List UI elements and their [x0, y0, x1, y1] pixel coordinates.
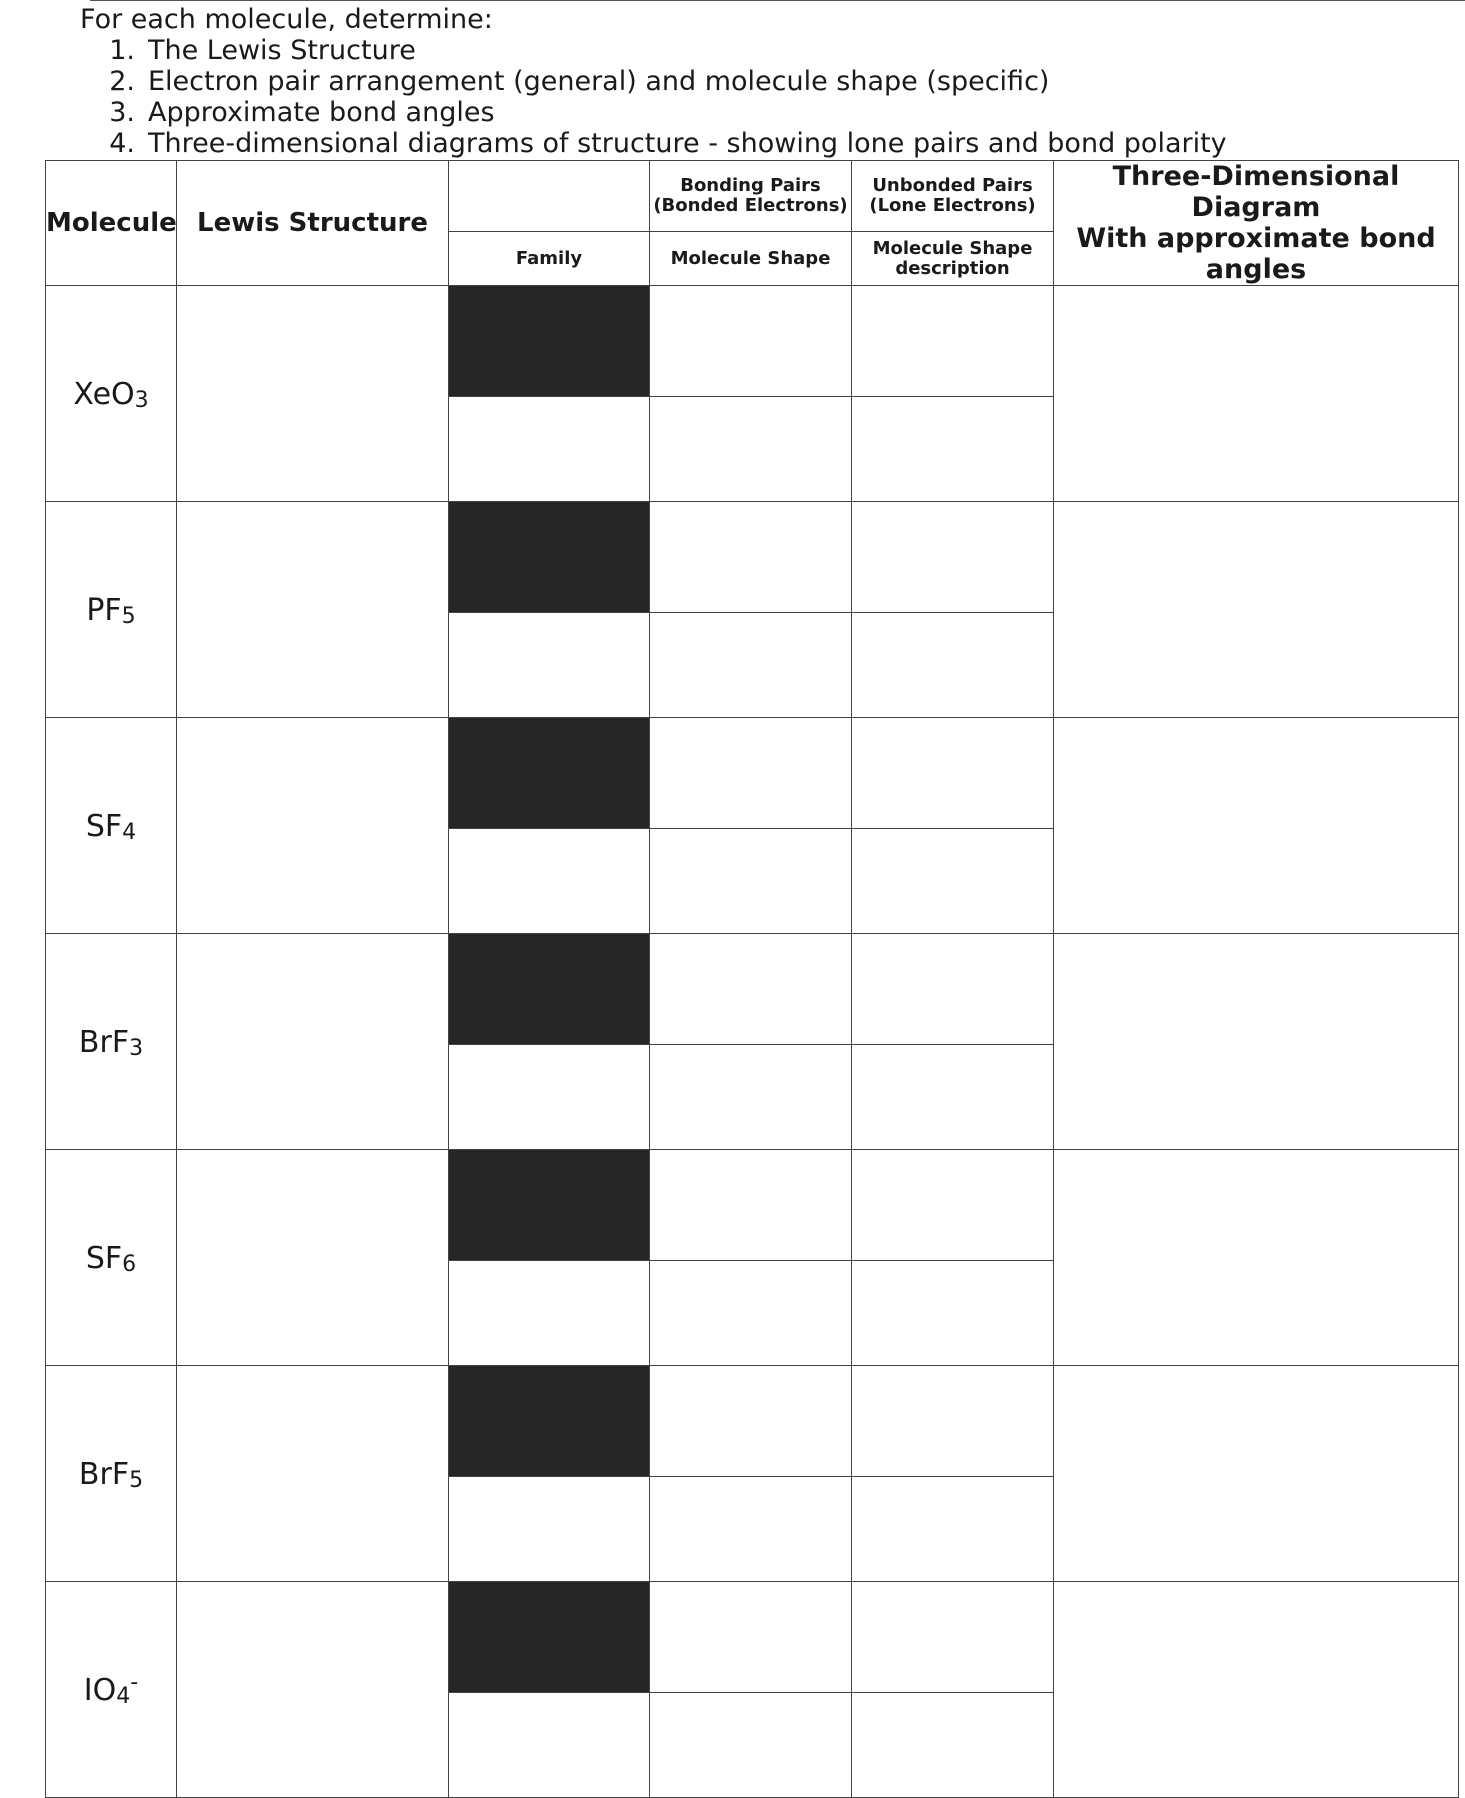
- table-row: [46, 718, 1459, 829]
- top-divider: [90, 0, 1465, 1]
- table-row: [46, 1582, 1459, 1693]
- molecule-rows: [46, 286, 1459, 1798]
- unbonded-pairs-cell[interactable]: [852, 718, 1054, 829]
- molecule-shape-cell[interactable]: [650, 613, 852, 718]
- blacked-out-cell: [449, 718, 650, 829]
- header-family: Family: [449, 232, 650, 286]
- header-blank: [449, 161, 650, 232]
- family-cell[interactable]: [449, 1045, 650, 1150]
- blacked-out-cell: [449, 1150, 650, 1261]
- molecule-cell: XeO$_3$: [46, 286, 177, 502]
- instruction-step: 1. The Lewis Structure: [109, 35, 416, 66]
- three-d-diagram-cell[interactable]: [1054, 502, 1459, 718]
- lewis-structure-cell[interactable]: [177, 286, 449, 502]
- lewis-structure-cell[interactable]: [177, 934, 449, 1150]
- shape-description-cell[interactable]: [852, 1477, 1054, 1582]
- unbonded-pairs-cell[interactable]: [852, 286, 1054, 397]
- molecule-cell: $SF_6$: [46, 1150, 177, 1366]
- family-cell[interactable]: [449, 613, 650, 718]
- table-row: [46, 502, 1459, 613]
- instruction-step: 4. Three-dimensional diagrams of structure - showing lone pairs and bond polarity: [109, 128, 1227, 159]
- header-molecule-shape: Molecule Shape: [650, 232, 852, 286]
- molecule-shape-cell[interactable]: [650, 1477, 852, 1582]
- table-row: [46, 286, 1459, 397]
- molecule-cell: $IO_4^-$: [46, 1582, 177, 1798]
- family-cell[interactable]: [449, 1693, 650, 1798]
- bonding-pairs-cell[interactable]: [650, 718, 852, 829]
- lewis-structure-cell[interactable]: [177, 1366, 449, 1582]
- unbonded-pairs-cell[interactable]: [852, 934, 1054, 1045]
- lewis-structure-cell[interactable]: [177, 718, 449, 934]
- bonding-pairs-cell[interactable]: [650, 286, 852, 397]
- family-cell[interactable]: [449, 829, 650, 934]
- instructions-intro: For each molecule, determine:: [80, 4, 493, 35]
- header-molecule: Molecule: [46, 161, 177, 286]
- three-d-diagram-cell[interactable]: [1054, 286, 1459, 502]
- header-bonding-pairs: Bonding Pairs (Bonded Electrons): [650, 161, 852, 232]
- bonding-pairs-cell[interactable]: [650, 1150, 852, 1261]
- blacked-out-cell: [449, 1582, 650, 1693]
- three-d-diagram-cell[interactable]: [1054, 1582, 1459, 1798]
- molecule-cell: $PF_5$: [46, 502, 177, 718]
- bonding-pairs-cell[interactable]: [650, 1366, 852, 1477]
- table-row: [46, 1150, 1459, 1261]
- instructions: [80, 4, 1227, 159]
- shape-description-cell[interactable]: [852, 397, 1054, 502]
- blacked-out-cell: [449, 286, 650, 397]
- three-d-diagram-cell[interactable]: [1054, 718, 1459, 934]
- unbonded-pairs-cell[interactable]: [852, 502, 1054, 613]
- shape-description-cell[interactable]: [852, 613, 1054, 718]
- bonding-pairs-cell[interactable]: [650, 502, 852, 613]
- blacked-out-cell: [449, 502, 650, 613]
- shape-description-cell[interactable]: [852, 829, 1054, 934]
- shape-description-cell[interactable]: [852, 1045, 1054, 1150]
- instruction-step: 3. Approximate bond angles: [109, 97, 495, 128]
- worksheet-table: [45, 160, 1459, 1798]
- header-lewis-structure: Lewis Structure: [177, 161, 449, 286]
- blacked-out-cell: [449, 934, 650, 1045]
- unbonded-pairs-cell[interactable]: [852, 1150, 1054, 1261]
- molecule-shape-cell[interactable]: [650, 829, 852, 934]
- table-row: [46, 934, 1459, 1045]
- molecule-cell: BrF$_5$: [46, 1366, 177, 1582]
- three-d-diagram-cell[interactable]: [1054, 934, 1459, 1150]
- bonding-pairs-cell[interactable]: [650, 934, 852, 1045]
- family-cell[interactable]: [449, 1261, 650, 1366]
- family-cell[interactable]: [449, 1477, 650, 1582]
- molecule-shape-cell[interactable]: [650, 1693, 852, 1798]
- molecule-shape-cell[interactable]: [650, 397, 852, 502]
- molecule-shape-cell[interactable]: [650, 1045, 852, 1150]
- lewis-structure-cell[interactable]: [177, 502, 449, 718]
- header-three-d-diagram: Three-Dimensional Diagram With approximate bond angles: [1054, 161, 1459, 286]
- header-shape-description: Molecule Shape description: [852, 232, 1054, 286]
- three-d-diagram-cell[interactable]: [1054, 1366, 1459, 1582]
- molecule-cell: BrF$_3$: [46, 934, 177, 1150]
- three-d-diagram-cell[interactable]: [1054, 1150, 1459, 1366]
- lewis-structure-cell[interactable]: [177, 1582, 449, 1798]
- header-unbonded-pairs: Unbonded Pairs (Lone Electrons): [852, 161, 1054, 232]
- family-cell[interactable]: [449, 397, 650, 502]
- shape-description-cell[interactable]: [852, 1693, 1054, 1798]
- bonding-pairs-cell[interactable]: [650, 1582, 852, 1693]
- blacked-out-cell: [449, 1366, 650, 1477]
- lewis-structure-cell[interactable]: [177, 1150, 449, 1366]
- molecule-shape-cell[interactable]: [650, 1261, 852, 1366]
- unbonded-pairs-cell[interactable]: [852, 1366, 1054, 1477]
- shape-description-cell[interactable]: [852, 1261, 1054, 1366]
- table-row: [46, 1366, 1459, 1477]
- instruction-step: 2. Electron pair arrangement (general) and molecule shape (specific): [109, 66, 1050, 97]
- unbonded-pairs-cell[interactable]: [852, 1582, 1054, 1693]
- molecule-cell: $SF_4$: [46, 718, 177, 934]
